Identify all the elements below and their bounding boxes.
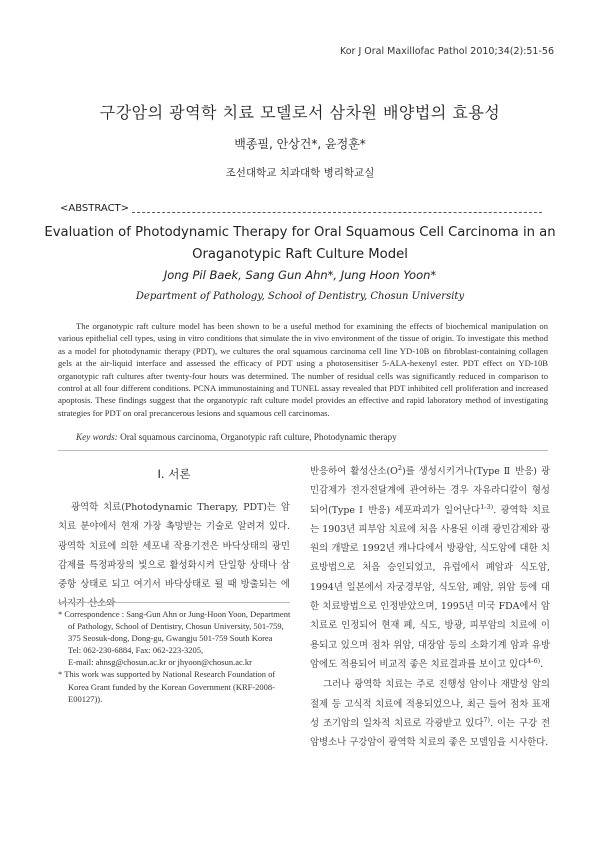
- keywords-text: Oral squamous carcinoma, Organotypic raft culture, Photodynamic therapy: [117, 432, 397, 442]
- left-column: [58, 498, 290, 614]
- korean-affiliation: 조선대학교 치과대학 병리학교실: [225, 167, 375, 179]
- english-authors: Jong Pil Baek, Sang Gun Ahn*, Jung Hoon Yoon*: [163, 268, 437, 282]
- footnote-email: E-mail: ahnsg@chosun.ac.kr or jhyoon@chosun.ac.kr: [68, 657, 252, 668]
- right-column: [310, 462, 550, 752]
- abstract-body: The organotypic raft culture model has been shown to be a useful method for examining the effects of biochemical manipulation on various epithelial cell types, using in vitro conditions that simulate the in vivo environment of the tissue of origin. To investigate this method as a model for photodynamic therapy (PDT), we cultures the oral squamous carcinoma cell line YD-10B on fibroblast-containing collagen gels at the air-liquid interface and assessed the efficacy of PDT using a photosensitiser 5-ALA-hexenyl ester. PDT effect on YD-10B organotypic raft cultures after twenty-four hours was determined. The number of residual cells was significantly reduced in comparison to control at all four different conditions. PCNA immunostaining and TUNEL assay revealed that PDT inhibited cell proliferation and increased apoptosis. These findings suggest that the organotypic raft culture model provides an effective and rapid laboratory method of investigating strategies for PDT on oral precancerous lesions and squamous cell carcinomas.: [58, 321, 548, 418]
- section-heading: I. 서론: [157, 467, 191, 481]
- intro-paragraph-2: 그러나 광역학 치료는 주로 진행성 암이나 재발성 암의 절제 등 고식적 치료에 적용되었으나, 최근 들어 점차 표재성 조기암의 일차적 치료로 각광받고 있다$^{7)}$. 이는 구강 전암병소나 구강암이 광역학 치료의 좋은 모델임을 시사한다.: [310, 679, 551, 749]
- footnote-correspondence: * Correspondence : Sang-Gun Ahn or Jung-Hoon Yoon, Department of Pathology, School of Dentistry, Chosun University, 501-759, 375 Seosuk-dong, Dong-gu, Gwangju 501-759 South Korea: [58, 609, 291, 644]
- keywords-divider: [58, 450, 548, 451]
- english-affiliation: Department of Pathology, School of Dentistry, Chosun University: [135, 291, 465, 302]
- journal-citation: Kor J Oral Maxillofac Pathol 2010;34(2):51-56: [339, 46, 554, 57]
- english-title: Evaluation of Photodynamic Therapy for Oral Squamous Cell Carcinoma in an Oraganotypic Raft Culture Model: [44, 225, 556, 262]
- footnotes: [58, 608, 294, 705]
- intro-paragraph-1-continued: 반응하여 활성산소$(O^2)$를 생성시키거나(Type Ⅱ 반응) 광민감제가 전자전달계에 관여하는 경우 자유라디칼이 형성되어(Type Ⅰ 반응) 세포파괴가 일어난다$^{1-3)}$. 광역학 치료는 1903년 피부암 치료에 처음 사용된 이래 광민감제와 광원의 개발로 1992년 캐나다에서 방광암, 식도암에 대한 치료방법으로 처음 승인되었고, 유럽에서 폐암과 식도암, 1994년 일본에서 자궁경부암, 식도암, 폐암, 위암 등에 대한 치료방법으로 인정받았으며, 1995년 미국 FDA에서 암 치료로 인정되어 현재 폐, 식도, 방광, 피부암의 치료에 이용되고 있으며 점차 위암, 대장암 등의 소화기계 암과 유방암에도 적용되어 비교적 좋은 치료결과를 보이고 있다$^{4-6)}$.: [310, 463, 550, 670]
- abstract-label: <ABSTRACT>: [60, 203, 130, 214]
- footnote-tel: Tel: 062-230-6884, Fax: 062-223-3205,: [68, 645, 204, 656]
- korean-title: 구강암의 광역학 치료 모델로서 삼차원 배양법의 효용성: [99, 103, 501, 122]
- abstract-divider: [132, 212, 542, 213]
- keywords-label: Key words:: [76, 432, 118, 442]
- intro-paragraph-1: 광역학 치료(Photodynamic Therapy, PDT)는 암 치료 분야에서 현재 가장 촉망받는 기술로 알려져 있다. 광역학 치료에 의한 세포내 작용기전은 바닥상태의 광민감제를 특정파장의 빛으로 활성화시켜 단일항 상태나 삼중항 상태로 되고 여기서 바닥상태로 될 때 방출되는 에너지가 산소와: [58, 502, 290, 610]
- korean-authors: 백종필, 안상건*, 윤정훈*: [234, 137, 366, 151]
- keywords: [76, 432, 546, 442]
- footnote-funding: * This work was supported by National Research Foundation of Korea Grant funded by the Korean Government (KRF-2008-E00127)).: [58, 669, 276, 704]
- footnote-divider: [58, 602, 290, 603]
